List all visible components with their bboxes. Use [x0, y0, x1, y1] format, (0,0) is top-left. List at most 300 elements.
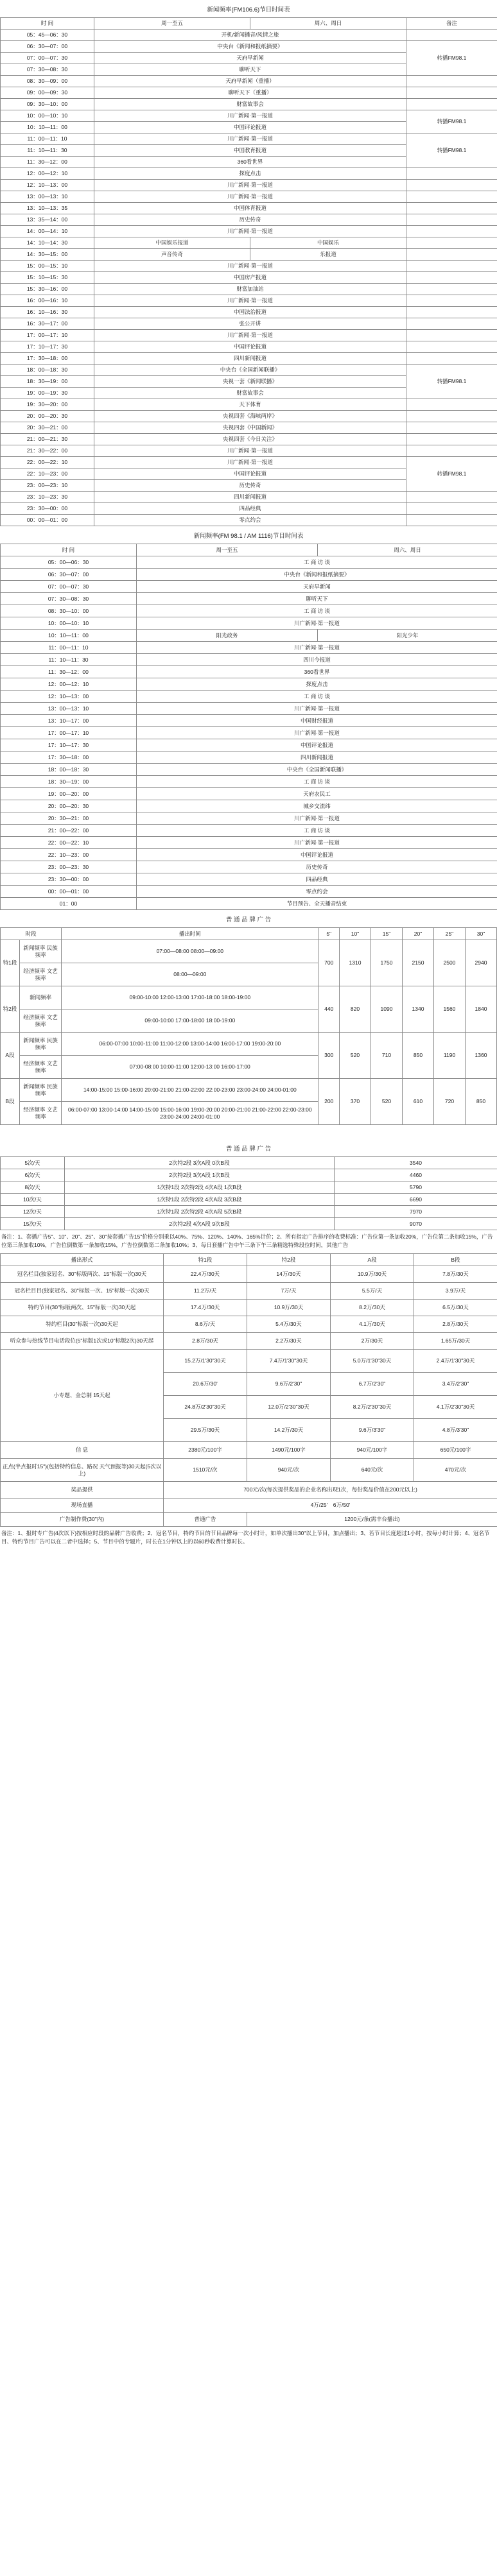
- column-header: 特1段: [164, 1254, 247, 1266]
- time-cell: 11：10—11：30: [1, 145, 94, 157]
- schedule-row: [1, 581, 497, 593]
- ad-row: [1, 940, 497, 963]
- schedule-row: [1, 457, 497, 468]
- schedule-row: [1, 399, 497, 411]
- note-cell: [406, 434, 497, 445]
- time-cell: 07：00—07：30: [1, 53, 94, 64]
- schedule-row: [1, 569, 497, 581]
- schedule-row: [1, 837, 497, 849]
- slot-name-cell: A段: [1, 1033, 20, 1079]
- note-cell: 转播FM98.1: [406, 457, 497, 492]
- schedule-row: [1, 515, 497, 526]
- time-cell: 09：00—09：30: [1, 87, 94, 99]
- time-cell: 17：00—17：10: [1, 330, 94, 341]
- price-cell: 1560: [433, 986, 465, 1033]
- xinxi-row: [1, 1442, 497, 1459]
- section-special-ads: [0, 1253, 497, 1550]
- section-news-fm1066: [0, 0, 497, 526]
- program-cell: 中国评论报道: [137, 739, 497, 751]
- program-cell: 财富加油站: [94, 284, 406, 295]
- price-cell: 1190: [433, 1033, 465, 1079]
- price-cell: 5.4万/30天: [247, 1316, 331, 1333]
- time-cell: 00：00—01：00: [1, 886, 137, 898]
- channel-cell: 经济频率 文艺频率: [19, 963, 61, 986]
- schedule-row: [1, 99, 497, 110]
- price-cell: 720: [433, 1079, 465, 1125]
- program-cell: 四川新闻报道: [94, 353, 406, 365]
- channel-cell: 经济频率 文艺频率: [19, 1009, 61, 1033]
- time-cell: 23：00—23：10: [1, 480, 94, 492]
- time-cell: 23：10—23：30: [1, 492, 94, 503]
- program-cell: 天下体育: [94, 399, 406, 411]
- time-cell: 10：00—10：10: [1, 617, 137, 630]
- special-row: [1, 1266, 497, 1283]
- note-cell: [406, 503, 497, 515]
- time-cell: 19：00—19：30: [1, 388, 94, 399]
- zhengdian-row: [1, 1459, 497, 1482]
- program-cell: 四川新闻报道: [94, 492, 406, 503]
- program-weekend-cell: 中国娱乐: [250, 237, 406, 249]
- time-cell: 12：00—12：10: [1, 678, 137, 691]
- column-header: 备注: [406, 18, 497, 30]
- section-news-fm981: [0, 526, 497, 910]
- schedule-row: [1, 445, 497, 457]
- special-ad-table: [0, 1253, 497, 1527]
- schedule-row: [1, 318, 497, 330]
- production-price-cell: 1200元/条(需丰台播出): [247, 1513, 497, 1527]
- schedule-row: [1, 873, 497, 886]
- schedule-row: [1, 703, 497, 715]
- program-cell: 零点约会: [137, 886, 497, 898]
- program-cell: 川广新闻·第一报道: [94, 445, 406, 457]
- price-cell: 3.4万/2'30": [414, 1373, 497, 1396]
- price-cell: 20.6万/30': [164, 1373, 247, 1396]
- price-cell: 2.8万/30天: [164, 1333, 247, 1350]
- section-title: 普 通 品 牌 广 告: [225, 1146, 272, 1153]
- schedule-row: [1, 353, 497, 365]
- column-header: 播出形式: [1, 1254, 164, 1266]
- time-cell: 17：30—18：00: [1, 353, 94, 365]
- package-desc-cell: 2次特2段 3次A段 0次B段: [65, 1157, 335, 1169]
- time-cell: 17：00—17：10: [1, 727, 137, 739]
- time-cell: 11：00—11：10: [1, 133, 94, 145]
- package-price-cell: 6690: [335, 1194, 497, 1206]
- package-price-cell: 7970: [335, 1206, 497, 1218]
- program-cell: 中央台《全国新闻联播》: [94, 365, 406, 376]
- price-cell: 640元/次: [331, 1459, 414, 1482]
- note-cell: [406, 168, 497, 180]
- note-cell: [406, 203, 497, 214]
- package-row: [1, 1194, 497, 1206]
- note-cell: [406, 261, 497, 272]
- program-cell: 川广新闻·第一报道: [94, 133, 406, 145]
- program-cell: 中国教育报道: [94, 145, 406, 157]
- price-cell: 850: [402, 1033, 433, 1079]
- package-row: [1, 1206, 497, 1218]
- time-cell: 21：00—22：00: [1, 825, 137, 837]
- package-note: 备注：1、套播广告5"、10"、20"、25"、30"按套播广告15"价格分别乘以40%、75%、120%、140%、165%计价；2、所有指定广告排序的收费标准：广告位第一条加收20%，广告位第二条加收15%，广告位第三条加收10%，广告位倒数第一条加收15%，广告位倒数第二条加收10%；3、每日套播广告中午三条下午三条精选特殊段位时间，其他广告: [1, 1233, 493, 1248]
- form-cell: 正点(半点报时15")(包括特约信息、路况 天气预报等)30天起(5次以上): [1, 1459, 164, 1482]
- schedule-table-fm1066: [0, 17, 497, 526]
- program-cell: 工 商 访 谈: [137, 605, 497, 617]
- note-cell: [406, 272, 497, 284]
- prize-row: [1, 1482, 497, 1498]
- price-cell: 1340: [402, 986, 433, 1033]
- small-topic-row: [1, 1350, 497, 1373]
- program-cell: 工 商 访 谈: [137, 556, 497, 569]
- price-cell: 14.2万/30天: [247, 1419, 331, 1442]
- price-cell: 7.8万/30天: [414, 1266, 497, 1283]
- program-weekday-cell: 阳光政务: [137, 630, 318, 642]
- note-cell: 转播FM98.1: [406, 41, 497, 76]
- price-cell: 3.9万/天: [414, 1283, 497, 1300]
- schedule-row: [1, 295, 497, 307]
- header-row: [1, 18, 497, 30]
- ad-row: [1, 1079, 497, 1102]
- form-cell: 冠名栏目(独家冠名、30"标版两次、15"标版一次)30天: [1, 1266, 164, 1283]
- program-cell: 央视一套《新闻联播》: [94, 376, 406, 388]
- price-cell: 7万/天: [247, 1283, 331, 1300]
- time-cell: 12：10—13：00: [1, 691, 137, 703]
- price-cell: 300: [318, 1033, 340, 1079]
- price-cell: 370: [340, 1079, 371, 1125]
- price-cell: 2380元/100字: [164, 1442, 247, 1459]
- time-cell: 20：30—21：00: [1, 812, 137, 825]
- program-cell: 聊听天下: [94, 64, 406, 76]
- time-cell: 22：10—23：00: [1, 849, 137, 861]
- schedule-row: [1, 30, 497, 41]
- frequency-cell: 5次/天: [1, 1157, 65, 1169]
- program-cell: 天府早新闻: [137, 581, 497, 593]
- frequency-cell: 15次/天: [1, 1218, 65, 1230]
- price-cell: 850: [465, 1079, 496, 1125]
- time-cell: 10：00—10：10: [1, 110, 94, 122]
- time-cell: 06：30—07：00: [1, 569, 137, 581]
- schedule-row: [1, 630, 497, 642]
- special-row: [1, 1333, 497, 1350]
- note-cell: [406, 249, 497, 261]
- brand-ad-table: [0, 927, 497, 1125]
- price-cell: 650元/100字: [414, 1442, 497, 1459]
- program-cell: 360看世界: [94, 157, 406, 168]
- schedule-row: [1, 284, 497, 295]
- time-cell: 11：30—12：00: [1, 157, 94, 168]
- time-cell: 16：00—16：10: [1, 295, 94, 307]
- program-weekday-cell: 中国娱乐报道: [94, 237, 250, 249]
- program-cell: 历史传奇: [94, 480, 406, 492]
- price-cell: 6.5万/30天: [414, 1300, 497, 1316]
- airtime-cell: 08:00—09:00: [62, 963, 318, 986]
- time-cell: 07：30—08：30: [1, 593, 137, 605]
- column-header: 时 间: [1, 18, 94, 30]
- slot-name-cell: 特2段: [1, 986, 20, 1033]
- program-cell: 360看世界: [137, 666, 497, 678]
- package-desc-cell: 1次特1段 2次特2段 4次A段 1次B段: [65, 1181, 335, 1194]
- package-ad-table: [0, 1156, 497, 1230]
- special-row: [1, 1283, 497, 1300]
- time-cell: 17：10—17：30: [1, 739, 137, 751]
- program-cell: 川广新闻·第一报道: [94, 226, 406, 237]
- price-cell: 440: [318, 986, 340, 1033]
- price-cell: 820: [340, 986, 371, 1033]
- time-cell: 13：10—13：35: [1, 203, 94, 214]
- program-cell: 四品经典: [137, 873, 497, 886]
- program-cell: 历史传奇: [137, 861, 497, 873]
- program-cell: 零点约会: [94, 515, 406, 526]
- program-cell: 央视四套《海峡两岸》: [94, 411, 406, 422]
- time-cell: 15：30—16：00: [1, 284, 94, 295]
- package-price-cell: 4460: [335, 1169, 497, 1181]
- column-header: B段: [414, 1254, 497, 1266]
- time-cell: 12：10—13：00: [1, 180, 94, 191]
- prize-value-cell: 700元/次(每次提供奖品的企业名称出现1次，每份奖品价值在200元以上): [164, 1482, 497, 1498]
- price-cell: 22.4万/30天: [164, 1266, 247, 1283]
- package-row: [1, 1157, 497, 1169]
- schedule-row: [1, 214, 497, 226]
- note-cell: [406, 237, 497, 249]
- schedule-row: [1, 898, 497, 910]
- program-cell: 中国法治报道: [94, 307, 406, 318]
- note-cell: [406, 422, 497, 434]
- price-cell: 11.2万/天: [164, 1283, 247, 1300]
- schedule-row: [1, 411, 497, 422]
- note-cell: [406, 191, 497, 203]
- schedule-row: [1, 764, 497, 776]
- column-header: 25": [433, 928, 465, 940]
- price-cell: 520: [371, 1079, 403, 1125]
- price-cell: 1490元/100字: [247, 1442, 331, 1459]
- schedule-row: [1, 168, 497, 180]
- program-weekend-cell: 阳光少年: [318, 630, 497, 642]
- time-cell: 18：30—19：00: [1, 376, 94, 388]
- schedule-row: [1, 849, 497, 861]
- schedule-row: [1, 788, 497, 800]
- note-cell: [406, 76, 497, 87]
- channel-cell: 新闻频率 民族频率: [19, 1079, 61, 1102]
- frequency-cell: 10次/天: [1, 1194, 65, 1206]
- program-cell: 中国房产报道: [94, 272, 406, 284]
- price-cell: 1.65万/30天: [414, 1333, 497, 1350]
- note-cell: 转播FM98.1: [406, 133, 497, 168]
- time-cell: 09：30—10：00: [1, 99, 94, 110]
- channel-cell: 新闻频率: [19, 986, 61, 1009]
- time-cell: 14：30—15：00: [1, 249, 94, 261]
- time-cell: 19：30—20：00: [1, 399, 94, 411]
- schedule-row: [1, 617, 497, 630]
- schedule-row: [1, 422, 497, 434]
- header-row: [1, 928, 497, 940]
- price-cell: 610: [402, 1079, 433, 1125]
- program-cell: 川广新闻·第一报道: [94, 191, 406, 203]
- program-cell: 中国评论报道: [94, 122, 406, 133]
- column-header: 20": [402, 928, 433, 940]
- schedule-row: [1, 249, 497, 261]
- program-cell: 川广新闻·第一报道: [94, 330, 406, 341]
- note-cell: [406, 353, 497, 365]
- time-cell: 14：00—14：10: [1, 226, 94, 237]
- price-cell: 940元/100字: [331, 1442, 414, 1459]
- program-cell: 张公开讲: [94, 318, 406, 330]
- price-cell: 2.4万/1'30"30天: [414, 1350, 497, 1373]
- program-cell: 中国体育报道: [94, 203, 406, 214]
- time-cell: 13：35—14：00: [1, 214, 94, 226]
- airtime-cell: 07:00—08:00 08:00—09:00: [62, 940, 318, 963]
- program-cell: 天府农民工: [137, 788, 497, 800]
- ad-row: [1, 1033, 497, 1056]
- form-cell: 信 息: [1, 1442, 164, 1459]
- time-cell: 01：00: [1, 898, 137, 910]
- airtime-cell: 06:00-07:00 10:00-11:00 11:00-12:00 13:00-14:00 16:00-17:00 19:00-20:00: [62, 1033, 318, 1056]
- special-row: [1, 1300, 497, 1316]
- price-cell: 8.2万/2'30"30天: [331, 1396, 414, 1419]
- price-cell: 14万/30天: [247, 1266, 331, 1283]
- note-cell: [406, 411, 497, 422]
- price-cell: 940元/次: [247, 1459, 331, 1482]
- price-cell: 1510元/次: [164, 1459, 247, 1482]
- program-cell: 川广新闻·第一报道: [137, 812, 497, 825]
- live-value-cell: 4万/25' 6万/50': [164, 1498, 497, 1513]
- schedule-row: [1, 492, 497, 503]
- schedule-row: [1, 861, 497, 873]
- price-cell: 2150: [402, 940, 433, 986]
- schedule-row: [1, 678, 497, 691]
- price-cell: 17.4万/30天: [164, 1300, 247, 1316]
- price-cell: 2.2万/30天: [247, 1333, 331, 1350]
- form-cell: 冠名栏目目(独家冠名、30"标版一次、15"标版一次)30天: [1, 1283, 164, 1300]
- price-cell: 470元/次: [414, 1459, 497, 1482]
- price-cell: 4.1万/30天: [331, 1316, 414, 1333]
- section-title: 新闻频率(FM106.6)节目时间表: [207, 6, 290, 13]
- time-cell: 23：00—23：30: [1, 861, 137, 873]
- time-cell: 20：00—20：30: [1, 800, 137, 812]
- program-cell: 川广新闻·第一报道: [137, 703, 497, 715]
- section-brand-ads: [0, 910, 497, 1125]
- schedule-row: [1, 800, 497, 812]
- price-cell: 6.7万/2'30": [331, 1373, 414, 1396]
- program-cell: 四川新闻报道: [137, 751, 497, 764]
- schedule-row: [1, 76, 497, 87]
- note-cell: [406, 295, 497, 307]
- program-cell: 川广新闻·第一报道: [137, 837, 497, 849]
- note-cell: [406, 284, 497, 295]
- column-header: 5": [318, 928, 340, 940]
- channel-cell: 经济频率 文艺频率: [19, 1102, 61, 1125]
- form-cell: 小专题、金总制 15天起: [1, 1350, 164, 1442]
- column-header: 15": [371, 928, 403, 940]
- time-cell: 05：00—06：30: [1, 556, 137, 569]
- schedule-table-fm981: [0, 544, 497, 910]
- program-cell: 历史传奇: [94, 214, 406, 226]
- schedule-row: [1, 110, 497, 122]
- time-cell: 20：00—20：30: [1, 411, 94, 422]
- package-row: [1, 1169, 497, 1181]
- program-weekday-cell: 声音传奇: [94, 249, 250, 261]
- note-cell: 转播FM98.1: [406, 365, 497, 399]
- column-header: 周六、周日: [318, 544, 497, 556]
- price-cell: 5.5万/天: [331, 1283, 414, 1300]
- time-cell: 18：30—19：00: [1, 776, 137, 788]
- package-price-cell: 3540: [335, 1157, 497, 1169]
- note-cell: [406, 515, 497, 526]
- time-cell: 20：30—21：00: [1, 422, 94, 434]
- column-header: 周一至五: [137, 544, 318, 556]
- note-cell: [406, 87, 497, 99]
- note-cell: 转播FM98.1: [406, 110, 497, 133]
- program-cell: 节目预告、全天播音结束: [137, 898, 497, 910]
- schedule-row: [1, 133, 497, 145]
- column-header: 特2段: [247, 1254, 331, 1266]
- price-cell: 7.4万/1'30"30天: [247, 1350, 331, 1373]
- schedule-row: [1, 180, 497, 191]
- schedule-row: [1, 666, 497, 678]
- program-cell: 天府早新闻: [94, 53, 406, 64]
- program-cell: 探度点击: [137, 678, 497, 691]
- column-header: 播出时间: [62, 928, 318, 940]
- price-cell: 4.8万/3'30": [414, 1419, 497, 1442]
- time-cell: 22：00—22：10: [1, 837, 137, 849]
- schedule-row: [1, 556, 497, 569]
- section-package-ads: [0, 1139, 497, 1253]
- time-cell: 07：30—08：30: [1, 64, 94, 76]
- price-cell: 520: [340, 1033, 371, 1079]
- time-cell: 14：10—14：30: [1, 237, 94, 249]
- schedule-row: [1, 341, 497, 353]
- column-header: A段: [331, 1254, 414, 1266]
- price-cell: 1090: [371, 986, 403, 1033]
- note-cell: [406, 226, 497, 237]
- program-cell: 工 商 访 谈: [137, 825, 497, 837]
- program-cell: 川广新闻·第一报道: [94, 295, 406, 307]
- airtime-cell: 07:00-08:00 10:00-11:00 12:00-13:00 16:00-17:00: [62, 1056, 318, 1079]
- time-cell: 16：30—17：00: [1, 318, 94, 330]
- column-header: 时 间: [1, 544, 137, 556]
- program-cell: 财富故事会: [94, 99, 406, 110]
- schedule-row: [1, 365, 497, 376]
- time-cell: 15：10—15：30: [1, 272, 94, 284]
- price-cell: 200: [318, 1079, 340, 1125]
- time-cell: 13：00—13：10: [1, 703, 137, 715]
- program-cell: 中央台《新闻和报纸摘要》: [137, 569, 497, 581]
- price-cell: 1840: [465, 986, 496, 1033]
- program-cell: 川广新闻·第一报道: [137, 642, 497, 654]
- form-cell: 奖品提供: [1, 1482, 164, 1498]
- column-header: 10": [340, 928, 371, 940]
- slot-name-cell: B段: [1, 1079, 20, 1125]
- form-cell: 听众参与热线节目电话段位(5"标版1次或10"标版2次)30天起: [1, 1333, 164, 1350]
- airtime-cell: 09:00-10:00 17:00-18:00 18:00-19:00: [62, 1009, 318, 1033]
- form-cell: 广告制作费(30"内): [1, 1513, 164, 1527]
- schedule-row: [1, 812, 497, 825]
- price-cell: 1360: [465, 1033, 496, 1079]
- price-cell: 15.2万/1'30"30天: [164, 1350, 247, 1373]
- package-row: [1, 1218, 497, 1230]
- schedule-row: [1, 886, 497, 898]
- airtime-cell: 06:00-07:00 13:00-14:00 14:00-15:00 15:00-16:00 19:00-20:00 20:00-21:00 21:00-22:00 22:00-23:00 23:00-24:00 24:00-01:00: [62, 1102, 318, 1125]
- price-cell: 24.8万/2'30"30天: [164, 1396, 247, 1419]
- program-weekend-cell: 乐报道: [250, 249, 406, 261]
- price-cell: 29.5万/30天: [164, 1419, 247, 1442]
- package-price-cell: 9070: [335, 1218, 497, 1230]
- schedule-row: [1, 272, 497, 284]
- time-cell: 17：30—18：00: [1, 751, 137, 764]
- channel-cell: 新闻频率 民族频率: [19, 1033, 61, 1056]
- header-row: [1, 544, 497, 556]
- live-row: [1, 1498, 497, 1513]
- column-header: 30": [465, 928, 496, 940]
- time-cell: 23：30—00：00: [1, 503, 94, 515]
- program-cell: 聊听天下: [137, 593, 497, 605]
- note-cell: [406, 341, 497, 353]
